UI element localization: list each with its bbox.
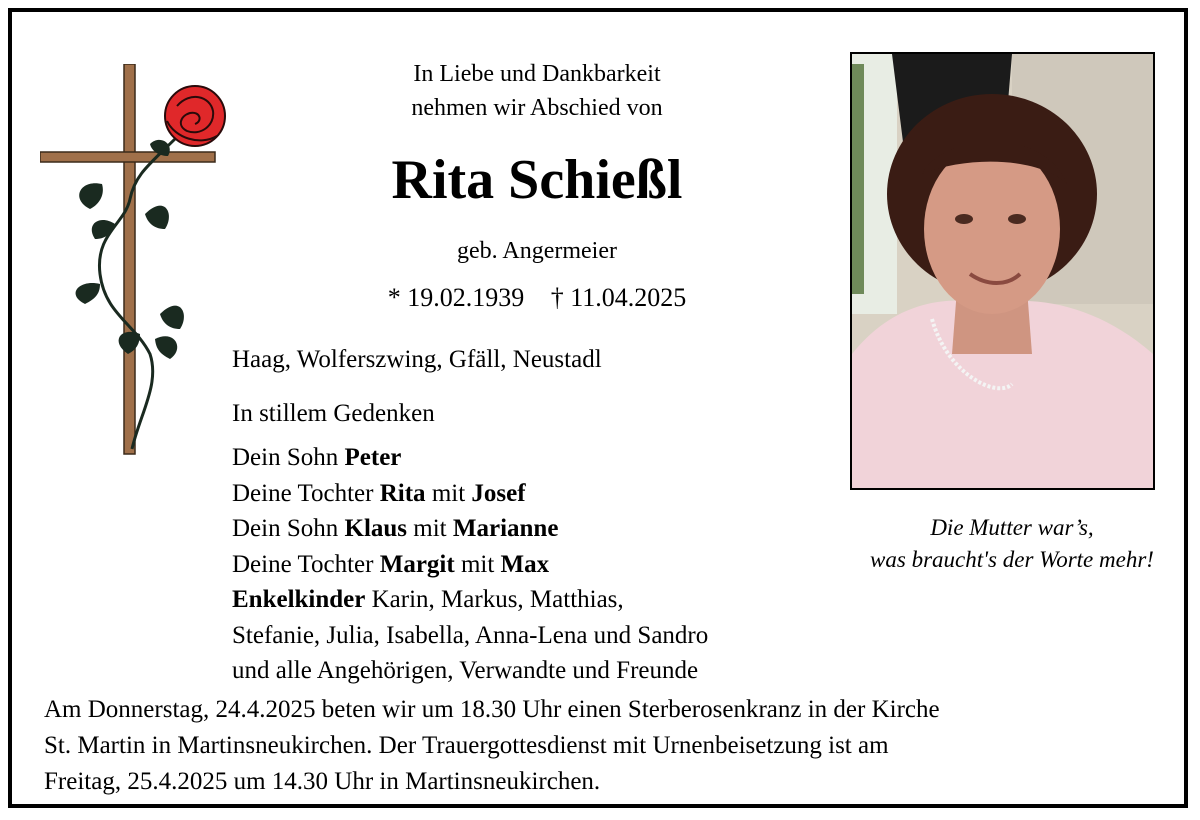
birth-name: geb. Angermeier [457, 238, 617, 264]
death-date: † 11.04.2025 [550, 283, 687, 312]
service-line: St. Martin in Martinsneukirchen. Der Trauergottesdienst mit Urnenbeisetzung ist am [44, 732, 889, 759]
quote-line: was braucht's der Worte mehr! [870, 547, 1154, 572]
service-line: Am Donnerstag, 24.4.2025 beten wir um 18.30 Uhr einen Sterberosenkranz in der Kirche [44, 696, 940, 723]
family-list [232, 440, 832, 689]
intro-text [312, 57, 762, 125]
grandchildren-names: Stefanie, Julia, Isabella, Anna-Lena und Sandro [232, 621, 709, 649]
service-line: Freitag, 25.4.2025 um 14.30 Uhr in Martinsneukirchen. [44, 768, 601, 795]
family-member: Deine Tochter Margit mit Max [232, 550, 550, 578]
service-info [44, 692, 1174, 800]
portrait-photo [850, 52, 1155, 490]
obituary-card [8, 8, 1188, 808]
quote [822, 512, 1200, 576]
intro-line: In Liebe und Dankbarkeit [413, 61, 661, 87]
deceased-name: Rita Schießl [391, 149, 683, 211]
intro-line: nehmen wir Abschied von [411, 95, 663, 121]
portrait-image [852, 54, 1153, 488]
family-member: Dein Sohn Klaus mit Marianne [232, 515, 559, 542]
cross-with-rose-icon [40, 64, 240, 464]
family-member: Dein Sohn Peter [232, 444, 402, 471]
relatives-line: und alle Angehörigen, Verwandte und Freunde [232, 657, 699, 684]
life-dates [312, 280, 762, 316]
grandchildren-line: Enkelkinder Karin, Markus, Matthias, [232, 586, 624, 613]
places: Haag, Wolferszwing, Gfäll, Neustadl [232, 346, 602, 373]
family-member: Deine Tochter Rita mit Josef [232, 479, 526, 507]
gedenken-line: In stillem Gedenken [232, 400, 435, 427]
birth-date: * 19.02.1939 [387, 283, 525, 312]
quote-line: Die Mutter war’s, [930, 515, 1094, 540]
